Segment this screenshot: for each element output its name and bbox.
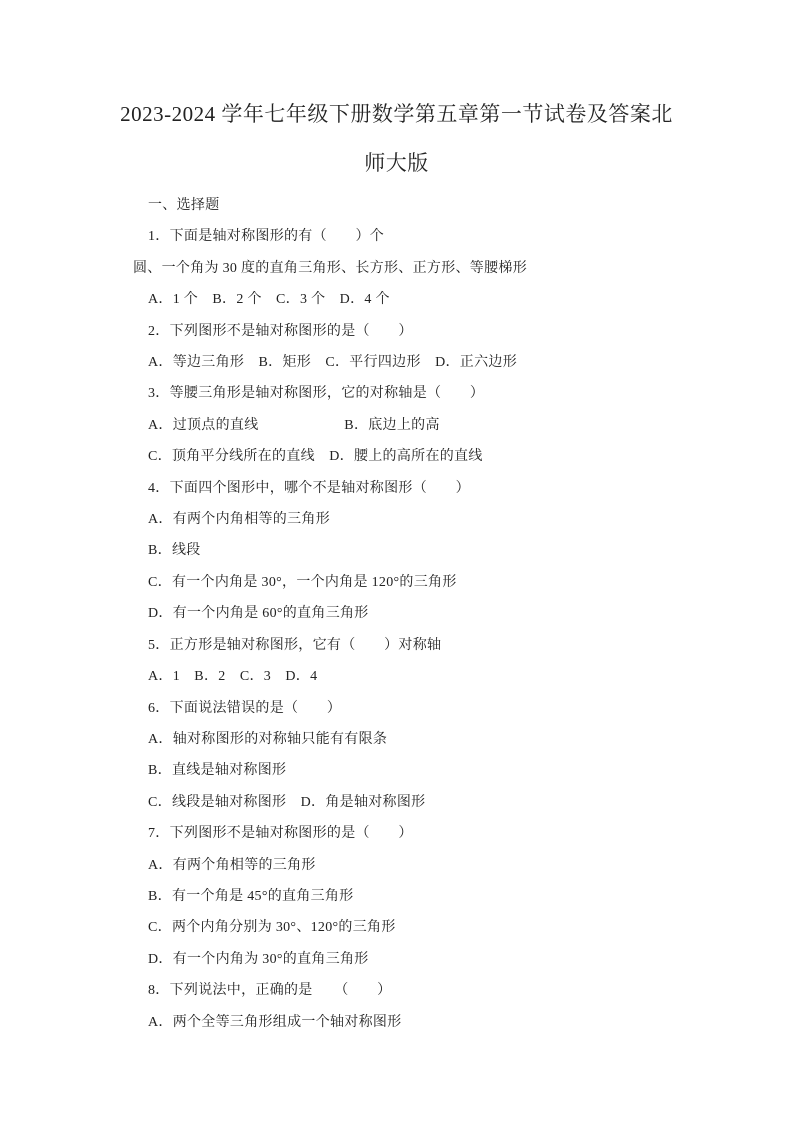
question-4-option-c: C．有一个内角是 30°，一个内角是 120°的三角形 xyxy=(148,574,457,590)
question-3-options-ab: A．过顶点的直线 B．底边上的高 xyxy=(148,417,440,433)
question-1-stem: 1．下面是轴对称图形的有（ ）个 xyxy=(148,229,385,245)
question-4-option-d: D．有一个内角是 60°的直角三角形 xyxy=(148,606,369,622)
question-6-option-a: A．轴对称图形的对称轴只能有有限条 xyxy=(148,731,388,747)
section-heading: 一、选择题 xyxy=(148,198,220,213)
question-4-stem: 4．下面四个图形中，哪个不是轴对称图形（ ） xyxy=(148,480,470,496)
question-3-options-cd: C．顶角平分线所在的直线 D．腰上的高所在的直线 xyxy=(148,449,483,465)
question-7-option-c: C．两个内角分别为 30°、120°的三角形 xyxy=(148,920,396,936)
question-7-stem: 7．下列图形不是轴对称图形的是（ ） xyxy=(148,826,413,842)
question-7-option-d: D．有一个内角为 30°的直角三角形 xyxy=(148,951,369,967)
question-7-option-b: B．有一个角是 45°的直角三角形 xyxy=(148,888,354,904)
question-8-stem: 8．下列说法中，正确的是 （ ） xyxy=(148,983,392,999)
question-2-stem: 2．下列图形不是轴对称图形的是（ ） xyxy=(148,323,413,339)
question-6-options-cd: C．线段是轴对称图形 D．角是轴对称图形 xyxy=(148,794,426,810)
page-title-line-2: 师大版 xyxy=(364,151,429,175)
question-5-options: A．1 B．2 C．3 D．4 xyxy=(148,669,318,685)
question-6-stem: 6．下面说法错误的是（ ） xyxy=(148,700,342,716)
question-6-option-b: B．直线是轴对称图形 xyxy=(148,763,287,779)
question-5-stem: 5．正方形是轴对称图形，它有（ ）对称轴 xyxy=(148,637,442,653)
question-7-option-a: A．有两个角相等的三角形 xyxy=(148,857,316,873)
question-8-option-a: A．两个全等三角形组成一个轴对称图形 xyxy=(148,1014,402,1030)
question-1-figure-list: 圆、一个角为 30 度的直角三角形、长方形、正方形、等腰梯形 xyxy=(133,260,527,276)
document-body xyxy=(0,190,793,1038)
question-4-option-a: A．有两个内角相等的三角形 xyxy=(148,512,331,528)
question-3-stem: 3．等腰三角形是轴对称图形，它的对称轴是（ ） xyxy=(148,386,485,402)
page-title-line-1: 2023-2024 学年七年级下册数学第五章第一节试卷及答案北 xyxy=(120,102,673,126)
question-2-options: A．等边三角形 B．矩形 C．平行四边形 D．正六边形 xyxy=(148,355,517,371)
question-4-option-b: B．线段 xyxy=(148,543,201,559)
page-title xyxy=(0,90,793,188)
question-1-options: A．1 个 B．2 个 C．3 个 D．4 个 xyxy=(148,292,390,308)
